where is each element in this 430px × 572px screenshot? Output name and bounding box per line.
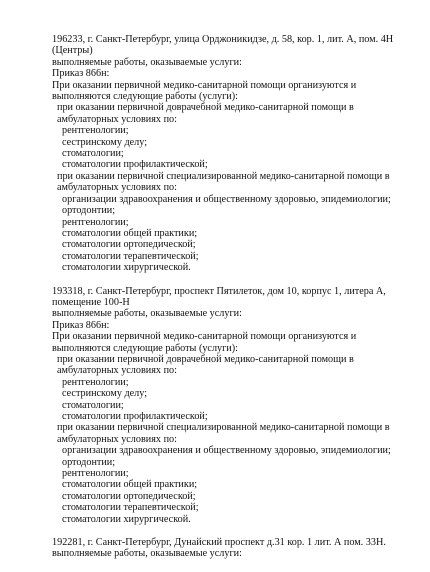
intro-text: При оказании первичной медико-санитарной помощи организуются и выполняются следующие работы (услуги): — [52, 79, 357, 103]
list-item: стоматологии терапевтической; — [62, 502, 199, 514]
list-item: рентгенологии; — [62, 216, 129, 228]
list-item: стоматологии профилактической; — [62, 159, 208, 171]
services-label: выполняемые работы, оказываемые услуги: — [52, 548, 242, 560]
list-item: рентгенологии; — [62, 376, 129, 388]
address-block-3 — [52, 537, 417, 560]
address-line: 192281, г. Санкт-Петербург, Дунайский проспект д.31 кор. 1 лит. А пом. 33Н. — [52, 537, 386, 549]
services-label: выполняемые работы, оказываемые услуги: — [52, 308, 242, 320]
list-item: стоматологии; — [62, 148, 124, 160]
list-item: стоматологии терапевтической; — [62, 250, 199, 262]
list-item: организации здравоохранения и общественному здоровью, эпидемиологии; — [62, 445, 391, 457]
order-reference: Приказ 866н: — [52, 68, 110, 80]
services-label: выполняемые работы, оказываемые услуги: — [52, 56, 242, 68]
list-item: сестринскому делу; — [62, 136, 148, 148]
list-item: стоматологии общей практики; — [62, 479, 198, 491]
list-item: стоматологии общей практики; — [62, 227, 198, 239]
list-item: стоматологии хирургической. — [62, 513, 191, 525]
sub2-heading: при оказании первичной специализированной медико-санитарной помощи в амбулаторных условиях по: — [57, 422, 390, 445]
list-item: рентгенологии; — [62, 468, 129, 480]
address-block-1 — [52, 34, 417, 274]
list-item: стоматологии ортопедической; — [62, 490, 196, 502]
list-item: стоматологии; — [62, 399, 124, 411]
list-item: стоматологии хирургической. — [62, 262, 191, 274]
sub1-heading: при оказании первичной доврачебной медико-санитарной помощи в амбулаторных условиях по: — [57, 102, 354, 125]
license-addresses-document — [52, 34, 417, 572]
list-item: рентгенологии; — [62, 125, 129, 137]
list-item: ортодонтии; — [62, 456, 116, 468]
sub2-heading: при оказании первичной специализированной медико-санитарной помощи в амбулаторных условиях по: — [57, 170, 390, 194]
list-item: сестринскому делу; — [62, 388, 148, 400]
list-item: стоматологии ортопедической; — [62, 239, 196, 251]
address-block-2 — [52, 286, 417, 526]
list-item: ортодонтии; — [62, 205, 116, 217]
intro-text: При оказании первичной медико-санитарной помощи организуются и выполняются следующие работы (услуги): — [52, 331, 357, 354]
address-line: 193318, г. Санкт-Петербург, проспект Пятилеток, дом 10, корпус 1, литера А, помещение 100-Н — [52, 285, 386, 308]
list-item: стоматологии профилактической; — [62, 411, 208, 422]
address-line: 196233, г. Санкт-Петербург, улица Орджоникидзе, д. 58, кор. 1, лит. А, пом. 4Н (Центры) — [52, 34, 394, 57]
order-reference: Приказ 866н: — [52, 319, 110, 331]
sub1-heading: при оказании первичной доврачебной медико-санитарной помощи в амбулаторных условиях по: — [57, 353, 354, 377]
list-item: организации здравоохранения и общественному здоровью, эпидемиологии; — [62, 193, 391, 205]
